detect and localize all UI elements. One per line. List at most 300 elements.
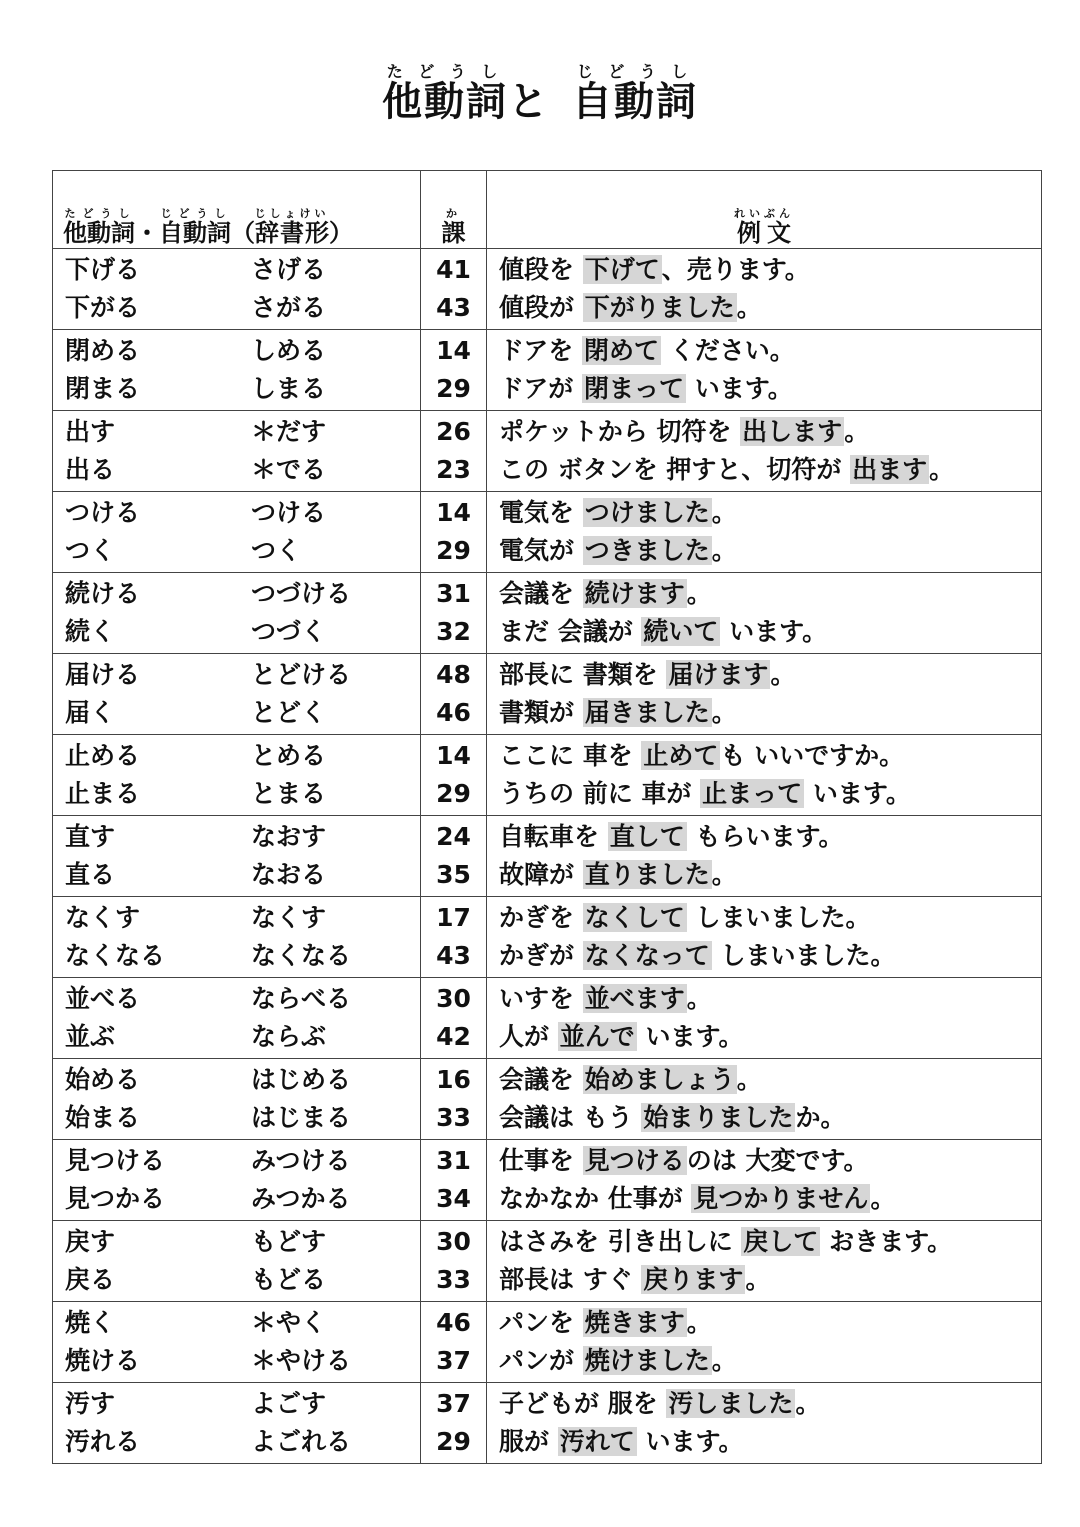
example-sentence (499, 1142, 1041, 1180)
example-verb-highlight: 焼けました (584, 1346, 710, 1375)
verb-reading: つづける (251, 579, 352, 608)
example-text: 部長は すぐ (499, 1265, 642, 1294)
verb-reading: よごす (251, 1389, 327, 1418)
title-word-transitive: 他動詞たどうし (382, 62, 508, 125)
verb-kanji: つける (65, 498, 141, 527)
example-sentence (499, 980, 1041, 1018)
verb-pair-cell (53, 411, 421, 492)
verb-line (65, 1423, 420, 1461)
verb-kanji: 続く (65, 617, 116, 646)
verb-pair-cell (53, 1140, 421, 1221)
example-cell (487, 411, 1042, 492)
example-text: います。 (685, 374, 793, 403)
example-text: 。 (711, 698, 737, 727)
verb-line (65, 1385, 420, 1423)
example-verb-highlight: 閉めて (583, 336, 659, 365)
example-verb-highlight: 並べます (584, 984, 685, 1013)
verb-reading: よごれる (251, 1427, 352, 1456)
verb-line (65, 251, 420, 289)
verb-line (65, 1223, 420, 1261)
verb-reading: みつかる (251, 1184, 351, 1213)
verb-pair-cell (53, 654, 421, 735)
example-sentence (499, 1061, 1041, 1099)
example-verb-highlight: つきました (584, 536, 710, 565)
verb-kanji: 始まる (65, 1103, 141, 1132)
example-cell (487, 897, 1042, 978)
example-text: 。 (686, 984, 712, 1013)
example-text: 会議は もう (499, 1103, 642, 1132)
table-row (53, 735, 1042, 816)
page-title (0, 62, 1080, 127)
verb-reading: とどける (251, 660, 352, 689)
example-text: います。 (804, 779, 911, 808)
example-sentence (499, 494, 1041, 532)
verb-reading: もどる (251, 1265, 327, 1294)
example-verb-highlight: 届きました (584, 698, 710, 727)
example-sentence (499, 737, 1041, 775)
verb-line (65, 494, 420, 532)
verb-kanji: 直す (65, 822, 116, 851)
table-row (53, 816, 1042, 897)
verb-kanji: なくなる (65, 941, 166, 970)
example-verb-highlight: 焼きます (584, 1308, 685, 1337)
lesson-number: 31 (436, 579, 471, 608)
example-text: 服が (499, 1427, 558, 1456)
example-sentence (499, 532, 1041, 570)
example-text: 電気が (499, 536, 583, 565)
verb-reading: みつける (251, 1146, 351, 1175)
example-sentence (499, 1018, 1041, 1056)
example-text: パンが (499, 1346, 583, 1375)
header-lesson: 課か (421, 171, 487, 249)
example-sentence (499, 775, 1041, 813)
lesson-number: 31 (436, 1146, 471, 1175)
example-text: ポケットから 切符を (499, 417, 741, 446)
example-sentence (499, 1342, 1041, 1380)
lesson-number: 43 (436, 941, 471, 970)
example-verb-highlight: なくして (584, 903, 685, 932)
verb-line (65, 818, 420, 856)
table-row (53, 654, 1042, 735)
example-text: 故障が (499, 860, 583, 889)
lesson-number: 26 (436, 417, 471, 446)
lesson-cell (421, 978, 487, 1059)
verb-pair-cell (53, 978, 421, 1059)
example-verb-highlight: 始めましょう (584, 1065, 735, 1094)
example-text: ドアが (499, 374, 582, 403)
verb-line (65, 289, 420, 327)
example-text: かぎが (499, 941, 583, 970)
verb-reading: はじめる (251, 1065, 352, 1094)
verb-pair-cell (53, 735, 421, 816)
example-text: 会議を (499, 579, 583, 608)
verb-line (65, 980, 420, 1018)
verb-reading: とめる (251, 741, 327, 770)
verb-reading: しめる (251, 336, 327, 365)
lesson-number: 17 (436, 903, 471, 932)
verb-kanji: 出る (65, 455, 116, 484)
table-row (53, 1383, 1042, 1464)
lesson-cell (421, 897, 487, 978)
verb-reading: しまる (251, 374, 327, 403)
example-verb-highlight: 続いて (643, 617, 719, 646)
example-text: ここに 車を (499, 741, 642, 770)
verb-reading: ならべる (251, 984, 352, 1013)
table-row (53, 978, 1042, 1059)
example-sentence (499, 289, 1041, 327)
example-sentence (499, 937, 1041, 975)
table-row (53, 492, 1042, 573)
example-text: 。 (736, 293, 762, 322)
lesson-cell (421, 1140, 487, 1221)
lesson-cell (421, 1383, 487, 1464)
example-text: 人が (499, 1022, 558, 1051)
example-verb-highlight: 下げて (584, 255, 660, 284)
example-text: います。 (636, 1427, 744, 1456)
verb-kanji: なくす (65, 903, 141, 932)
lesson-number: 32 (436, 617, 471, 646)
verb-line (65, 737, 420, 775)
lesson-number: 37 (436, 1389, 471, 1418)
example-sentence (499, 1261, 1041, 1299)
example-cell (487, 816, 1042, 897)
lesson-cell (421, 1221, 487, 1302)
verb-kanji: 下がる (65, 293, 141, 322)
verb-kanji: 閉まる (65, 374, 141, 403)
verb-line (65, 694, 420, 732)
verb-line (65, 451, 420, 489)
verb-line (65, 1099, 420, 1137)
example-verb-highlight: 出ます (852, 455, 928, 484)
lesson-number: 37 (436, 1346, 471, 1375)
verb-line (65, 937, 420, 975)
verb-line (65, 1142, 420, 1180)
verb-line (65, 370, 420, 408)
verb-reading: もどす (251, 1227, 327, 1256)
table-row (53, 897, 1042, 978)
table-row (53, 573, 1042, 654)
example-text: 。 (770, 660, 796, 689)
example-sentence (499, 1180, 1041, 1218)
example-cell (487, 1140, 1042, 1221)
verb-line (65, 1061, 420, 1099)
verb-pair-cell (53, 492, 421, 573)
verb-table (52, 170, 1042, 1464)
lesson-number: 46 (436, 1308, 471, 1337)
example-cell (487, 1221, 1042, 1302)
lesson-number: 14 (436, 741, 471, 770)
lesson-number: 29 (436, 779, 471, 808)
example-verb-highlight: 閉まって (583, 374, 684, 403)
example-text: 仕事を (499, 1146, 583, 1175)
verb-line (65, 332, 420, 370)
example-cell (487, 492, 1042, 573)
example-text: 。 (711, 536, 737, 565)
example-verb-highlight: 出します (742, 417, 843, 446)
example-text: まだ 会議が (499, 617, 642, 646)
table-row (53, 1059, 1042, 1140)
example-cell (487, 735, 1042, 816)
verb-kanji: 汚れる (65, 1427, 141, 1456)
example-verb-highlight: 直りました (584, 860, 710, 889)
lesson-number: 16 (436, 1065, 471, 1094)
verb-kanji: 続ける (65, 579, 141, 608)
example-verb-highlight: 並んで (559, 1022, 635, 1051)
verb-kanji: 見つかる (65, 1184, 166, 1213)
lesson-number: 34 (436, 1184, 471, 1213)
example-text: 電気を (499, 498, 583, 527)
header-verbs: 他動詞たどうし・自動詞じどうし（辞書形じしょけい） (53, 171, 421, 249)
verb-kanji: 戻す (65, 1227, 116, 1256)
verb-reading: つづく (251, 617, 327, 646)
example-text: ください。 (660, 336, 795, 365)
example-sentence (499, 1099, 1041, 1137)
example-verb-highlight: 続けます (584, 579, 685, 608)
table-row (53, 411, 1042, 492)
lesson-number: 33 (436, 1265, 471, 1294)
verb-line (65, 1018, 420, 1056)
example-text: も いいですか。 (720, 741, 905, 770)
example-text: 。 (870, 1184, 896, 1213)
example-cell (487, 573, 1042, 654)
lesson-number: 29 (436, 536, 471, 565)
verb-kanji: 並ぶ (65, 1022, 116, 1051)
example-sentence (499, 613, 1041, 651)
example-text: 。 (711, 1346, 737, 1375)
verb-line (65, 1342, 420, 1380)
verb-reading: なくなる (251, 941, 352, 970)
verb-kanji: 止める (65, 741, 141, 770)
example-text: 子どもが 服を (499, 1389, 667, 1418)
verb-kanji: 汚す (65, 1389, 116, 1418)
lesson-number: 48 (436, 660, 471, 689)
verb-line (65, 899, 420, 937)
example-text: 。 (745, 1265, 771, 1294)
example-text: もらいます。 (686, 822, 844, 851)
example-text: 。 (711, 498, 737, 527)
example-text: 、売ります。 (661, 255, 810, 284)
example-sentence (499, 1423, 1041, 1461)
lesson-number: 23 (436, 455, 471, 484)
table-row (53, 1140, 1042, 1221)
header-example: 例文れいぶん (487, 171, 1042, 249)
verb-pair-cell (53, 1059, 421, 1140)
example-verb-highlight: 止めて (643, 741, 719, 770)
verb-reading: さがる (251, 293, 327, 322)
verb-kanji: 出す (65, 417, 116, 446)
example-cell (487, 1059, 1042, 1140)
lesson-cell (421, 735, 487, 816)
verb-reading: ＊でる (251, 455, 327, 484)
example-verb-highlight: 始まりました (643, 1103, 794, 1132)
example-verb-highlight: 戻ります (643, 1265, 744, 1294)
verb-kanji: 届く (65, 698, 116, 727)
example-text: おきます。 (820, 1227, 953, 1256)
example-sentence (499, 1385, 1041, 1423)
verb-kanji: 焼く (65, 1308, 116, 1337)
example-text: パンを (499, 1308, 583, 1337)
title-word-intransitive: 自動詞じどうし (572, 62, 698, 125)
verb-reading: なおす (251, 822, 327, 851)
verb-kanji: 閉める (65, 336, 141, 365)
lesson-cell (421, 492, 487, 573)
lesson-number: 35 (436, 860, 471, 889)
example-text: 会議を (499, 1065, 583, 1094)
title-particle: と (508, 79, 550, 125)
verb-pair-cell (53, 1221, 421, 1302)
verb-kanji: つく (65, 536, 116, 565)
verb-kanji: 下げる (65, 255, 141, 284)
lesson-number: 46 (436, 698, 471, 727)
verb-line (65, 1261, 420, 1299)
example-verb-highlight: 止まって (702, 779, 803, 808)
example-sentence (499, 251, 1041, 289)
lesson-cell (421, 1059, 487, 1140)
verb-reading: つける (251, 498, 327, 527)
verb-line (65, 656, 420, 694)
example-sentence (499, 856, 1041, 894)
example-verb-highlight: 戻して (743, 1227, 819, 1256)
example-text: なかなか 仕事が (499, 1184, 692, 1213)
example-sentence (499, 370, 1041, 408)
example-sentence (499, 413, 1041, 451)
example-text: 部長に 書類を (499, 660, 667, 689)
table-row (53, 330, 1042, 411)
verb-line (65, 575, 420, 613)
verb-line (65, 856, 420, 894)
table-row (53, 1221, 1042, 1302)
example-cell (487, 330, 1042, 411)
example-text: 。 (844, 417, 870, 446)
example-text: 自転車を (499, 822, 608, 851)
example-text: いすを (499, 984, 583, 1013)
example-sentence (499, 1304, 1041, 1342)
example-verb-highlight: 汚れて (559, 1427, 635, 1456)
verb-reading: ＊やける (251, 1346, 352, 1375)
lesson-number: 14 (436, 336, 471, 365)
verb-kanji: 直る (65, 860, 116, 889)
example-sentence (499, 899, 1041, 937)
lesson-number: 33 (436, 1103, 471, 1132)
example-text: 。 (929, 455, 955, 484)
lesson-cell (421, 411, 487, 492)
lesson-cell (421, 330, 487, 411)
verb-reading: とまる (251, 779, 327, 808)
lesson-cell (421, 816, 487, 897)
example-text: 。 (795, 1389, 821, 1418)
example-sentence (499, 694, 1041, 732)
verb-kanji: 戻る (65, 1265, 116, 1294)
verb-line (65, 532, 420, 570)
example-verb-highlight: つけました (584, 498, 710, 527)
example-cell (487, 654, 1042, 735)
lesson-cell (421, 573, 487, 654)
verb-reading: とどく (251, 698, 327, 727)
example-sentence (499, 656, 1041, 694)
example-text: のは 大変です。 (686, 1146, 869, 1175)
example-text: 書類が (499, 698, 583, 727)
example-text: 。 (686, 1308, 712, 1337)
example-text: います。 (636, 1022, 744, 1051)
example-verb-highlight: 見つける (584, 1146, 685, 1175)
example-text: ドアを (499, 336, 582, 365)
lesson-cell (421, 1302, 487, 1383)
verb-pair-cell (53, 1302, 421, 1383)
verb-reading: はじまる (251, 1103, 352, 1132)
example-sentence (499, 332, 1041, 370)
verb-reading: ＊だす (251, 417, 327, 446)
example-verb-highlight: 直して (609, 822, 685, 851)
verb-kanji: 止まる (65, 779, 141, 808)
verb-reading: なくす (251, 903, 327, 932)
verb-pair-cell (53, 1383, 421, 1464)
example-text: 値段を (499, 255, 583, 284)
lesson-number: 29 (436, 374, 471, 403)
verb-line (65, 1180, 420, 1218)
example-verb-highlight: 見つかりません (693, 1184, 869, 1213)
example-verb-highlight: 汚しました (668, 1389, 794, 1418)
example-verb-highlight: 下がりました (584, 293, 735, 322)
lesson-number: 24 (436, 822, 471, 851)
lesson-number: 14 (436, 498, 471, 527)
example-sentence (499, 818, 1041, 856)
example-cell (487, 1383, 1042, 1464)
example-text: 。 (686, 579, 712, 608)
example-verb-highlight: なくなって (584, 941, 710, 970)
example-text: しまいました。 (711, 941, 896, 970)
example-text: かぎを (499, 903, 583, 932)
verb-reading: つく (251, 536, 302, 565)
verb-pair-cell (53, 249, 421, 330)
verb-kanji: 見つける (65, 1146, 166, 1175)
verb-kanji: 届ける (65, 660, 141, 689)
lesson-number: 30 (436, 984, 471, 1013)
verb-kanji: 並べる (65, 984, 141, 1013)
verb-pair-cell (53, 573, 421, 654)
verb-reading: ＊やく (251, 1308, 327, 1337)
example-text: しまいました。 (686, 903, 871, 932)
verb-kanji: 始める (65, 1065, 141, 1094)
example-text: います。 (720, 617, 828, 646)
lesson-number: 30 (436, 1227, 471, 1256)
example-sentence (499, 451, 1041, 489)
verb-reading: なおる (251, 860, 327, 889)
example-text: 。 (711, 860, 737, 889)
example-text: 値段が (499, 293, 583, 322)
example-verb-highlight: 届けます (668, 660, 769, 689)
table-row (53, 1302, 1042, 1383)
verb-reading: ならぶ (251, 1022, 327, 1051)
lesson-number: 29 (436, 1427, 471, 1456)
verb-line (65, 775, 420, 813)
lesson-cell (421, 249, 487, 330)
lesson-cell (421, 654, 487, 735)
example-sentence (499, 1223, 1041, 1261)
verb-pair-cell (53, 816, 421, 897)
example-sentence (499, 575, 1041, 613)
example-text: か。 (795, 1103, 846, 1132)
example-text: うちの 前に 車が (499, 779, 701, 808)
table-row (53, 249, 1042, 330)
verb-line (65, 613, 420, 651)
example-cell (487, 1302, 1042, 1383)
verb-line (65, 413, 420, 451)
example-text: この ボタンを 押すと、切符が (499, 455, 851, 484)
lesson-number: 41 (436, 255, 471, 284)
verb-kanji: 焼ける (65, 1346, 141, 1375)
example-text: 。 (736, 1065, 762, 1094)
example-text: はさみを 引き出しに (499, 1227, 742, 1256)
